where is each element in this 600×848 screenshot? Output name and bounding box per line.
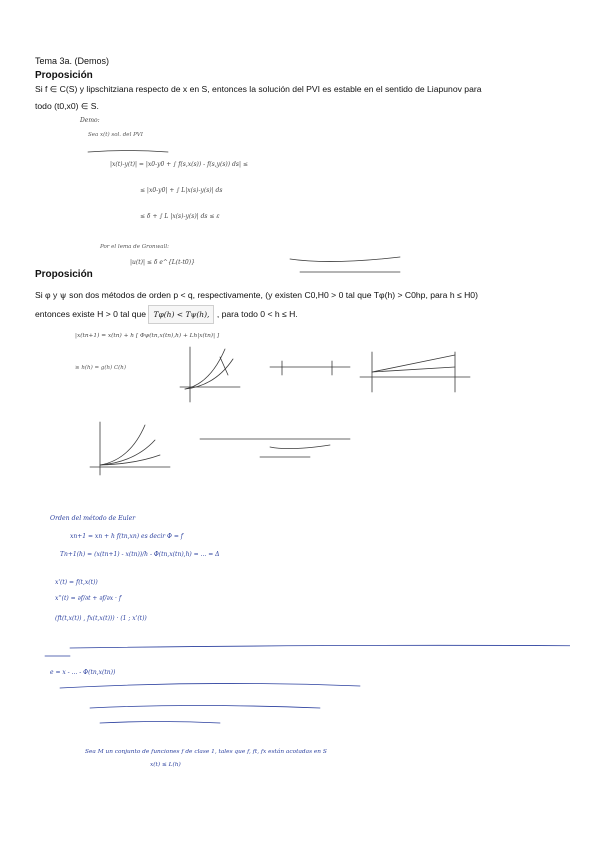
page-title: Tema 3a. (Demos) xyxy=(35,56,110,66)
pencil-eq-2: ≤ |x0-y0| + ∫ L|x(s)-y(s)| ds xyxy=(140,187,223,194)
blue-title: Orden del método de Euler xyxy=(50,515,136,522)
proposition-heading-1: Proposición xyxy=(35,70,93,81)
handwritten-proof-1 xyxy=(70,114,510,274)
pencil-eq-1: |x(t)-y(t)| = |x0-y0 + ∫ f(s,x(s)) - f(s,y(s)) ds| ≤ xyxy=(110,161,248,168)
statement-1-line-2: todo (t0,x0) ∈ S. xyxy=(35,101,99,111)
pencil-eq-3: ≤ δ + ∫ L |x(s)-y(s)| ds ≤ ε xyxy=(140,213,220,220)
blue-eq-4: x''(t) = ∂f/∂t + ∂f/∂x · f xyxy=(55,595,122,602)
pencil-gronwall: Por el lema de Gronwall: xyxy=(100,244,169,250)
statement-2-line-2a: entonces existe H > 0 tal que xyxy=(35,309,147,319)
proposition-statement-1 xyxy=(35,81,575,115)
sketch-graph-1 xyxy=(180,347,240,402)
pencil-graph-eq: |x(tn+1) = x(tn) + h [ Φψ(tn,x(tn),h) + Lh|x(tn)| ] xyxy=(75,333,220,339)
pencil-note: ≥ h(h) = g(h) C(h) xyxy=(75,365,126,371)
handwritten-notes-blue xyxy=(40,508,570,768)
proposition-heading-2: Proposición xyxy=(35,269,93,280)
demo-label: Demo: xyxy=(80,117,100,124)
statement-1-line-1: Si f ∈ C(S) y lipschitziana respecto de x en S, entonces la solución del PVI es estable en el sentido de Liapunov para xyxy=(35,84,482,94)
blue-eq-2: Tn+1(h) = (x(tn+1) - x(tn))/h - Φ(tn,x(tn),h) = ... = Δ xyxy=(60,551,220,558)
sketch-graph-4 xyxy=(90,422,170,475)
blue-last-2: x(t) ≤ L(h) xyxy=(150,762,181,768)
psi-symbol: ψ xyxy=(59,291,70,301)
handwritten-proof-2 xyxy=(70,327,550,477)
pencil-line-1: Sea x(t) sol. del PVI xyxy=(88,132,143,138)
blue-last-1: Sea M un conjunto de funciones f de clase 1, tales que f, ft, fx están acotadas en S xyxy=(85,749,327,755)
blue-eq-1: xn+1 = xn + h f(tn,xn) es decir Φ = f xyxy=(70,533,184,540)
blue-eq-6: e = x - ... - Φ(tn,x(tn)) xyxy=(50,669,116,676)
sketch-graph-3 xyxy=(360,352,470,392)
proposition-statement-2 xyxy=(35,287,575,324)
statement-2-line-2 xyxy=(35,305,575,324)
pencil-result: |u(t)| ≤ δ e^{L(t-t0)} xyxy=(130,259,195,266)
statement-2-line-1b: son dos métodos de orden p < q, respectivamente, (y existen C0,H0 > 0 tal que Tφ(h) > C0hp, para h ≤ H0) xyxy=(69,290,478,300)
blue-eq-5: (ft(t,x(t)) , fx(t,x(t))) · (1 ; x'(t)) xyxy=(55,615,147,622)
statement-2-line-1a: Si φ y xyxy=(35,290,58,300)
statement-2-line-1 xyxy=(35,287,575,305)
blue-eq-3: x'(t) = f(t,x(t)) xyxy=(55,579,98,586)
statement-2-line-2b: , para todo 0 < h ≤ H. xyxy=(216,309,298,319)
inequality-box: Tφ(h) < Tψ(h), xyxy=(148,305,214,324)
sketch-graph-2 xyxy=(270,361,350,375)
